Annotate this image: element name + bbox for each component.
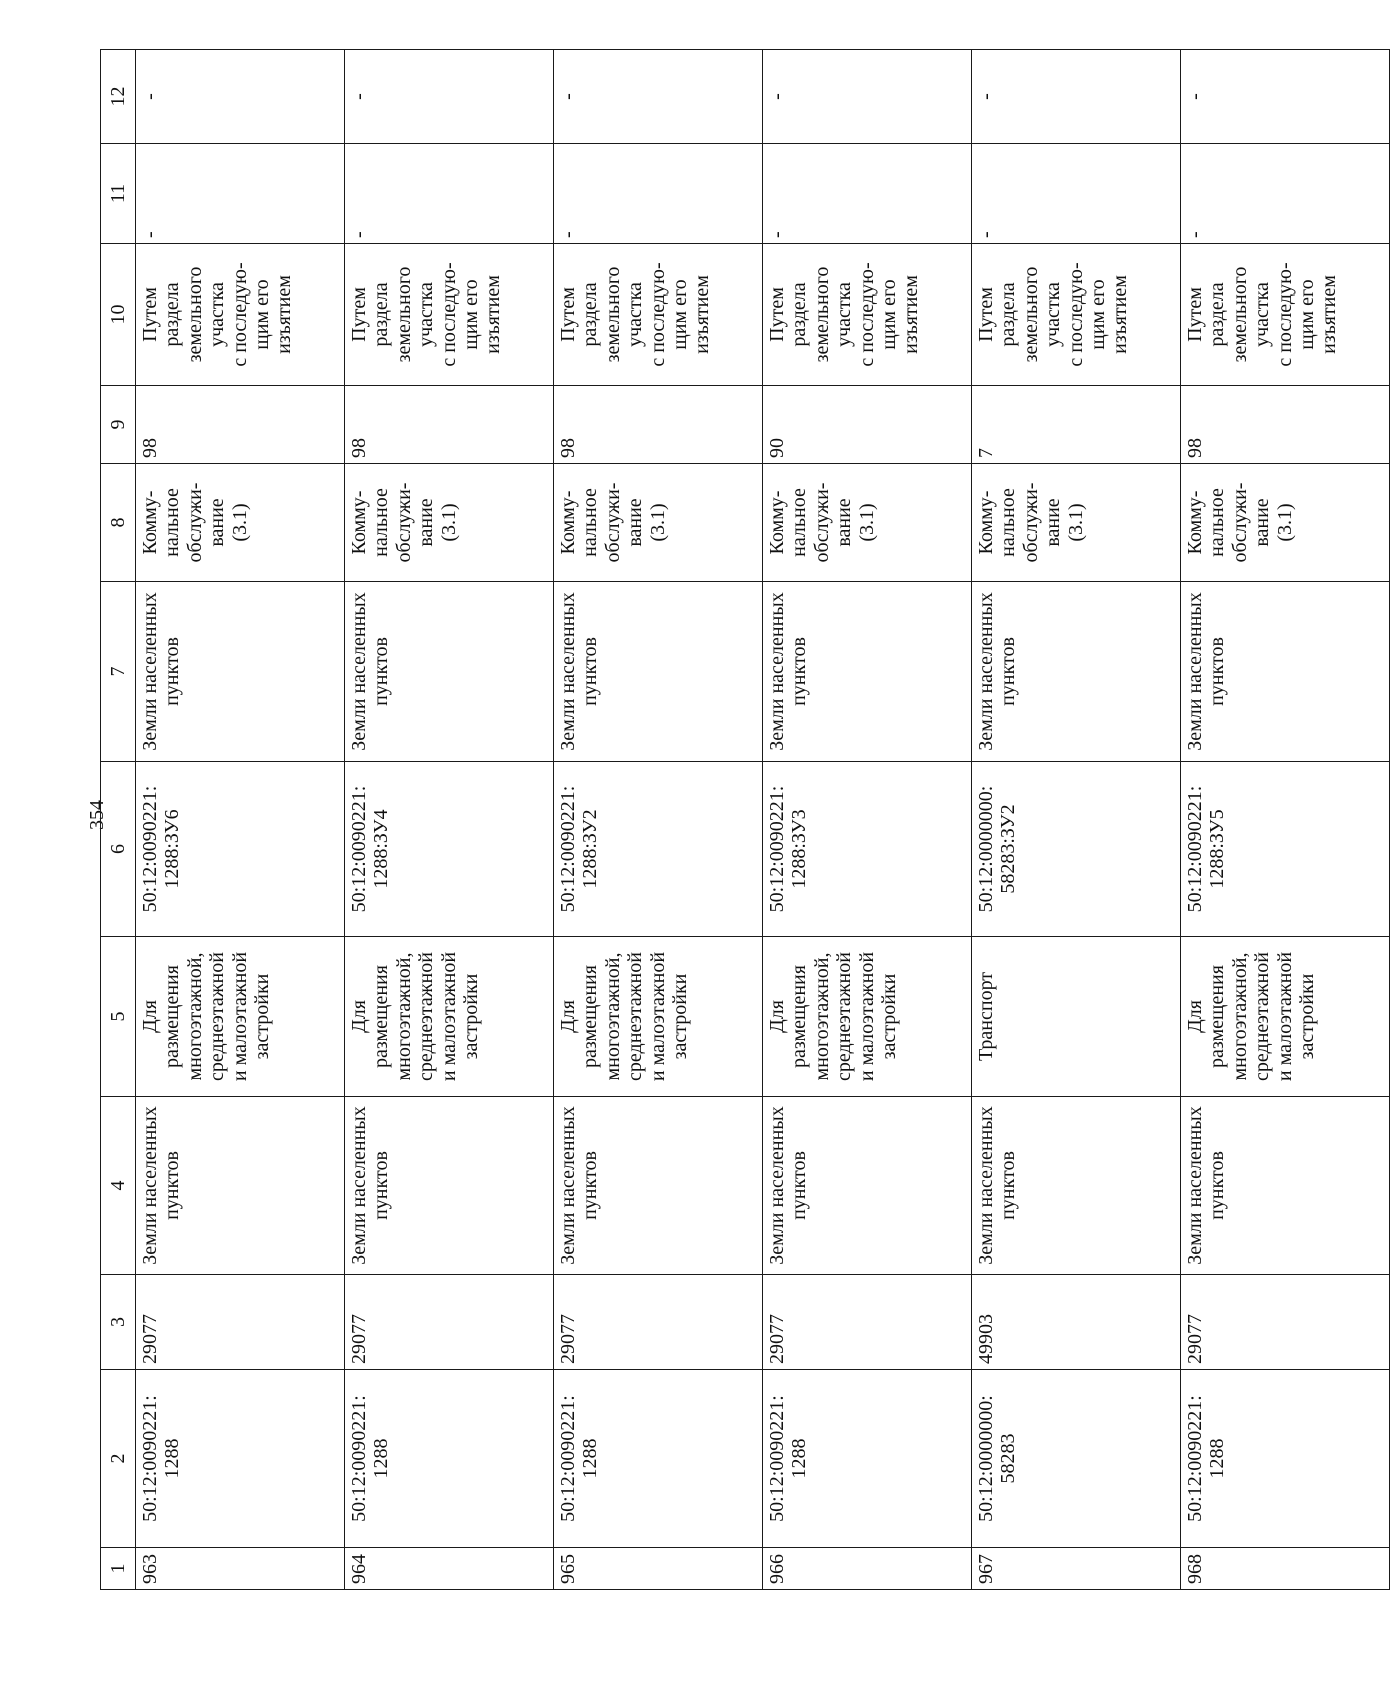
cadastral-number-cell [1181, 1370, 1390, 1548]
new-land-category-cell [1181, 582, 1390, 762]
cell-line: изъятием [273, 275, 296, 354]
cell-line: 50:12:0090221: [557, 1395, 579, 1522]
new-permitted-use-cell [1181, 464, 1390, 582]
area-cell: 29077 [136, 1275, 345, 1370]
cell-line: щим его [459, 279, 482, 350]
rotated-table-wrapper [100, 50, 1390, 1590]
table-row [345, 50, 554, 1590]
formation-method-cell [345, 244, 554, 386]
col11-cell: - [136, 144, 345, 244]
formation-method-cell [763, 244, 972, 386]
permitted-use-cell [136, 937, 345, 1097]
area-cell: 29077 [345, 1275, 554, 1370]
area-cell: 29077 [554, 1275, 763, 1370]
cell-line: размещения [788, 965, 811, 1068]
new-plot-number-cell [972, 762, 1181, 937]
cell-line: и малоэтажной [437, 951, 460, 1082]
column-header: 2 [101, 1370, 136, 1548]
cell-line: многоэтажной, [392, 952, 415, 1081]
permitted-use-cell [554, 937, 763, 1097]
cell-line: участка [1251, 282, 1274, 347]
cell-line: обслужи- [1228, 482, 1251, 563]
cell-line: застройки [250, 973, 273, 1060]
cell-line: застройки [877, 973, 900, 1060]
cell-line: и малоэтажной [646, 951, 669, 1082]
cell-line: многоэтажной, [183, 952, 206, 1081]
cell-line: пунктов [370, 1151, 393, 1220]
new-land-category-cell [972, 582, 1181, 762]
new-permitted-use-cell [345, 464, 554, 582]
cell-line: земельного [392, 266, 415, 363]
cell-line: Земли населенных [1184, 1106, 1206, 1265]
cell-line: 50:12:0000000: [975, 1395, 997, 1522]
cell-line: Путем [557, 287, 579, 342]
cell-line: нальное [788, 488, 811, 557]
cell-line: раздела [997, 282, 1020, 347]
cell-line: обслужи- [183, 482, 206, 563]
cell-line: изъятием [1109, 275, 1132, 354]
cadastral-number-cell [763, 1370, 972, 1548]
cell-line: Земли населенных [557, 592, 579, 751]
page-number: 354 [86, 800, 108, 830]
new-land-category-cell [136, 582, 345, 762]
new-permitted-use-cell [972, 464, 1181, 582]
cell-line: 1288 [579, 1438, 602, 1479]
cell-line: земельного [1019, 266, 1042, 363]
permitted-use-cell [763, 937, 972, 1097]
cell-line: Для [557, 1000, 579, 1033]
table-row [763, 50, 972, 1590]
cell-line: обслужи- [1019, 482, 1042, 563]
new-land-category-cell [554, 582, 763, 762]
cell-line: с последую- [228, 262, 251, 367]
cell-line: вание [833, 498, 856, 547]
cell-line: (3.1) [855, 503, 878, 542]
cell-line: 1288:ЗУ2 [579, 809, 602, 889]
cell-line: Транспорт [975, 971, 997, 1062]
cell-line: вание [206, 498, 229, 547]
col11-cell: - [1181, 144, 1390, 244]
cell-line: изъятием [482, 275, 505, 354]
cell-line: Земли населенных [139, 592, 161, 751]
formation-method-cell [554, 244, 763, 386]
land-category-cell [554, 1097, 763, 1275]
cell-line: с последую- [1273, 262, 1296, 367]
cell-line: размещения [579, 965, 602, 1068]
new-area-cell: 98 [1181, 386, 1390, 464]
cell-line: 1288:ЗУ3 [788, 809, 811, 889]
cell-line: земельного [183, 266, 206, 363]
cell-line: участка [206, 282, 229, 347]
cell-line: изъятием [691, 275, 714, 354]
cell-line: Комму- [348, 490, 370, 555]
col12-cell: - [345, 50, 554, 144]
cell-line: Для [766, 1000, 788, 1033]
cell-line: (3.1) [1273, 503, 1296, 542]
new-permitted-use-cell [554, 464, 763, 582]
cell-line: с последую- [855, 262, 878, 367]
cell-line: земельного [1228, 266, 1251, 363]
cell-line: среднеэтажной [206, 952, 229, 1081]
cell-line: 50:12:0090221: [139, 1395, 161, 1522]
row-number-cell: 968 [1181, 1548, 1390, 1590]
cell-line: среднеэтажной [624, 952, 647, 1081]
cadastral-number-cell [136, 1370, 345, 1548]
new-plot-number-cell [136, 762, 345, 937]
cell-line: обслужи- [601, 482, 624, 563]
new-permitted-use-cell [763, 464, 972, 582]
new-plot-number-cell [554, 762, 763, 937]
cell-line: Земли населенных [975, 1106, 997, 1265]
column-header: 3 [101, 1275, 136, 1370]
cadastral-number-cell [972, 1370, 1181, 1548]
cell-line: (3.1) [228, 503, 251, 542]
cell-line: застройки [668, 973, 691, 1060]
cell-line: нальное [370, 488, 393, 557]
row-number-cell: 964 [345, 1548, 554, 1590]
cell-line: Путем [766, 287, 788, 342]
cell-line: нальное [1206, 488, 1229, 557]
table-header-row [101, 50, 136, 1590]
cell-line: 50:12:0090221: [348, 1395, 370, 1522]
cell-line: щим его [668, 279, 691, 350]
cell-line: изъятием [900, 275, 923, 354]
cell-line: раздела [579, 282, 602, 347]
cell-line: 50:12:0090221: [348, 785, 370, 913]
new-area-cell: 7 [972, 386, 1181, 464]
column-header: 12 [101, 50, 136, 144]
cell-line: и малоэтажной [1273, 951, 1296, 1082]
cell-line: изъятием [1318, 275, 1341, 354]
new-permitted-use-cell [136, 464, 345, 582]
formation-method-cell [1181, 244, 1390, 386]
cell-line: Комму- [1184, 490, 1206, 555]
cell-line: и малоэтажной [228, 951, 251, 1082]
cell-line: Земли населенных [348, 1106, 370, 1265]
cell-line: пунктов [1206, 1151, 1229, 1220]
row-number-cell: 967 [972, 1548, 1181, 1590]
cell-line: пунктов [788, 637, 811, 706]
cell-line: с последую- [646, 262, 669, 367]
cell-line: 58283:ЗУ2 [997, 804, 1020, 894]
col11-cell: - [972, 144, 1181, 244]
column-header: 9 [101, 386, 136, 464]
cell-line: участка [1042, 282, 1065, 347]
cell-line: Комму- [766, 490, 788, 555]
cell-line: 50:12:0090221: [1184, 785, 1206, 913]
cell-line: Путем [348, 287, 370, 342]
cell-line: 50:12:0090221: [557, 785, 579, 913]
cell-line: застройки [459, 973, 482, 1060]
land-plots-table [100, 49, 1390, 1590]
new-area-cell: 90 [763, 386, 972, 464]
land-category-cell [763, 1097, 972, 1275]
table-row [554, 50, 763, 1590]
cell-line: 50:12:0090221: [766, 1395, 788, 1522]
cell-line: (3.1) [1064, 503, 1087, 542]
permitted-use-cell [972, 937, 1181, 1097]
cell-line: Земли населенных [766, 592, 788, 751]
cadastral-number-cell [345, 1370, 554, 1548]
cell-line: нальное [997, 488, 1020, 557]
cell-line: среднеэтажной [415, 952, 438, 1081]
table-row [1181, 50, 1390, 1590]
col12-cell: - [136, 50, 345, 144]
formation-method-cell [972, 244, 1181, 386]
row-number-cell: 963 [136, 1548, 345, 1590]
cell-line: многоэтажной, [601, 952, 624, 1081]
new-plot-number-cell [1181, 762, 1390, 937]
cell-line: 50:12:0090221: [139, 785, 161, 913]
cell-line: 50:12:0090221: [1184, 1395, 1206, 1522]
cell-line: 1288:ЗУ6 [161, 809, 184, 889]
cell-line: Для [348, 1000, 370, 1033]
new-area-cell: 98 [554, 386, 763, 464]
cell-line: щим его [1086, 279, 1109, 350]
permitted-use-cell [345, 937, 554, 1097]
cell-line: многоэтажной, [810, 952, 833, 1081]
column-header: 5 [101, 937, 136, 1097]
cell-line: Земли населенных [1184, 592, 1206, 751]
cell-line: Для [1184, 1000, 1206, 1033]
column-header: 4 [101, 1097, 136, 1275]
column-header: 1 [101, 1548, 136, 1590]
cell-line: пунктов [997, 637, 1020, 706]
cell-line: 1288:ЗУ5 [1206, 809, 1229, 889]
cell-line: обслужи- [392, 482, 415, 563]
cell-line: 1288 [1206, 1438, 1229, 1479]
cell-line: 1288 [370, 1438, 393, 1479]
cell-line: 50:12:0090221: [766, 785, 788, 913]
cell-line: (3.1) [646, 503, 669, 542]
area-cell: 49903 [972, 1275, 1181, 1370]
cell-line: раздела [1206, 282, 1229, 347]
new-area-cell: 98 [345, 386, 554, 464]
col12-cell: - [763, 50, 972, 144]
column-header: 6 [101, 762, 136, 937]
cell-line: среднеэтажной [833, 952, 856, 1081]
cell-line: Комму- [975, 490, 997, 555]
cell-line: Земли населенных [139, 1106, 161, 1265]
cell-line: участка [833, 282, 856, 347]
land-category-cell [1181, 1097, 1390, 1275]
cell-line: Земли населенных [766, 1106, 788, 1265]
cell-line: 1288 [161, 1438, 184, 1479]
col11-cell: - [763, 144, 972, 244]
cell-line: раздела [370, 282, 393, 347]
cell-line: пунктов [579, 637, 602, 706]
cell-line: щим его [250, 279, 273, 350]
cell-line: земельного [601, 266, 624, 363]
cell-line: раздела [161, 282, 184, 347]
cell-line: вание [1042, 498, 1065, 547]
cell-line: Комму- [139, 490, 161, 555]
cell-line: Путем [975, 287, 997, 342]
new-land-category-cell [763, 582, 972, 762]
cell-line: среднеэтажной [1251, 952, 1274, 1081]
cell-line: пунктов [370, 637, 393, 706]
col12-cell: - [554, 50, 763, 144]
area-cell: 29077 [763, 1275, 972, 1370]
row-number-cell: 966 [763, 1548, 972, 1590]
cell-line: пунктов [161, 637, 184, 706]
land-category-cell [972, 1097, 1181, 1275]
cell-line: и малоэтажной [855, 951, 878, 1082]
cell-line: вание [1251, 498, 1274, 547]
land-category-cell [345, 1097, 554, 1275]
cell-line: Комму- [557, 490, 579, 555]
new-plot-number-cell [763, 762, 972, 937]
col11-cell: - [345, 144, 554, 244]
row-number-cell: 965 [554, 1548, 763, 1590]
cell-line: многоэтажной, [1228, 952, 1251, 1081]
new-area-cell: 98 [136, 386, 345, 464]
cell-line: пунктов [997, 1151, 1020, 1220]
cell-line: вание [415, 498, 438, 547]
cell-line: пунктов [1206, 637, 1229, 706]
cell-line: 58283 [997, 1433, 1020, 1484]
column-header: 10 [101, 244, 136, 386]
cell-line: размещения [161, 965, 184, 1068]
cell-line: щим его [877, 279, 900, 350]
cell-line: Земли населенных [975, 592, 997, 751]
formation-method-cell [136, 244, 345, 386]
table-body [136, 50, 1390, 1590]
cell-line: Земли населенных [557, 1106, 579, 1265]
area-cell: 29077 [1181, 1275, 1390, 1370]
cell-line: 50:12:0000000: [975, 785, 997, 913]
cell-line: пунктов [788, 1151, 811, 1220]
cell-line: нальное [161, 488, 184, 557]
cell-line: Для [139, 1000, 161, 1033]
column-header: 7 [101, 582, 136, 762]
col12-cell: - [1181, 50, 1390, 144]
column-header: 8 [101, 464, 136, 582]
cell-line: участка [624, 282, 647, 347]
cell-line: пунктов [579, 1151, 602, 1220]
column-header: 11 [101, 144, 136, 244]
cell-line: Путем [1184, 287, 1206, 342]
col12-cell: - [972, 50, 1181, 144]
cell-line: обслужи- [810, 482, 833, 563]
table-row [972, 50, 1181, 1590]
cell-line: 1288 [788, 1438, 811, 1479]
cell-line: пунктов [161, 1151, 184, 1220]
permitted-use-cell [1181, 937, 1390, 1097]
cell-line: с последую- [1064, 262, 1087, 367]
cell-line: земельного [810, 266, 833, 363]
new-plot-number-cell [345, 762, 554, 937]
new-land-category-cell [345, 582, 554, 762]
cell-line: размещения [370, 965, 393, 1068]
cadastral-number-cell [554, 1370, 763, 1548]
cell-line: застройки [1295, 973, 1318, 1060]
cell-line: Земли населенных [348, 592, 370, 751]
col11-cell: - [554, 144, 763, 244]
cell-line: раздела [788, 282, 811, 347]
table-row [136, 50, 345, 1590]
cell-line: размещения [1206, 965, 1229, 1068]
cell-line: нальное [579, 488, 602, 557]
cell-line: с последую- [437, 262, 460, 367]
cell-line: (3.1) [437, 503, 460, 542]
land-category-cell [136, 1097, 345, 1275]
cell-line: вание [624, 498, 647, 547]
cell-line: участка [415, 282, 438, 347]
cell-line: 1288:ЗУ4 [370, 809, 393, 889]
cell-line: Путем [139, 287, 161, 342]
cell-line: щим его [1295, 279, 1318, 350]
